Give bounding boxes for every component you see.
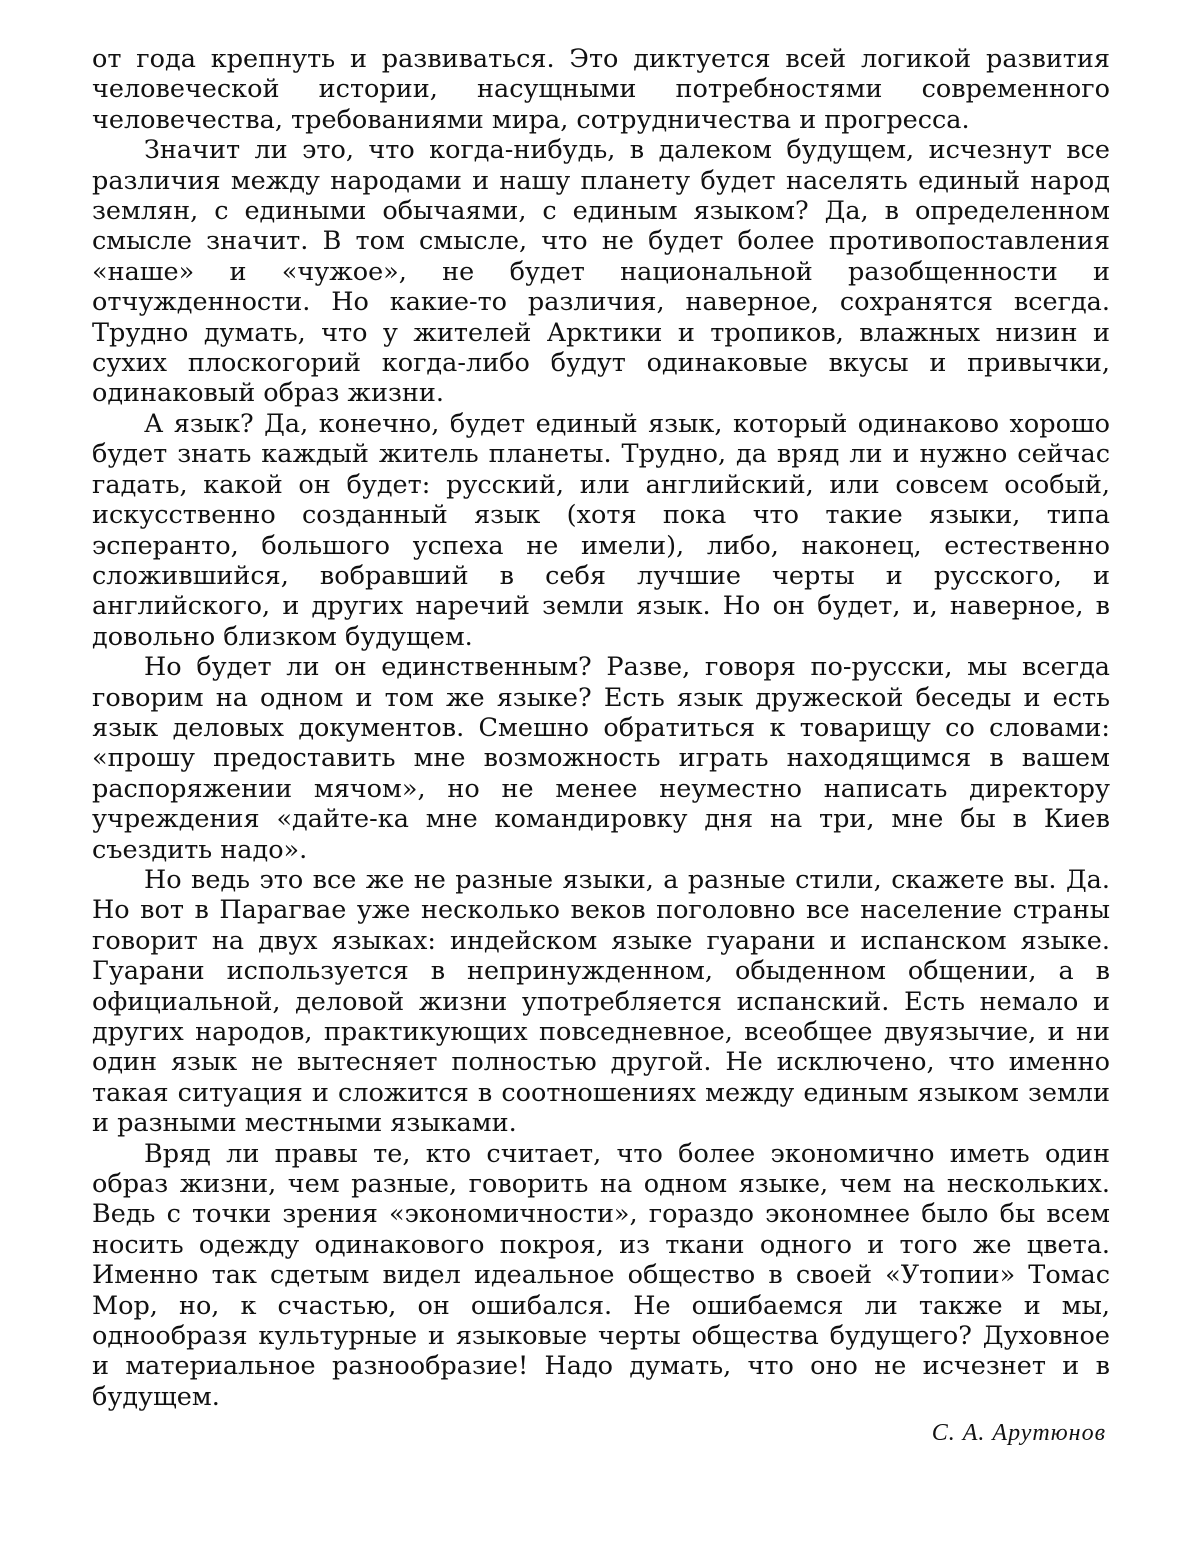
paragraph-diversity: Вряд ли правы те, кто считает, что более экономично иметь один образ жизни, чем разные, говорить на одном языке, чем на нескольких. Ведь с точки зрения «экономичности», гораздо экономнее было бы всем носить одежду одинакового покроя, из ткани одного и того же цвета. Именно так сдетым видел идеальное общество в своей «Утопии» Томас Мор, но, к счастью, он ошибался. Не ошибаемся ли также и мы, однообразя культурные и языковые черты общества будущего? Духовное и материальное разнообразие! Надо думать, что оно не исчезнет и в будущем. [92,1138,1110,1412]
article-body [92,44,1110,1412]
paragraph-continuation: от года крепнуть и развиваться. Это диктуется всей логикой развития человеческой истории, насущными потребностями современного человечества, требованиями мира, сотрудничества и прогресса. [92,44,1110,135]
paragraph-language-styles: Но будет ли он единственным? Разве, говоря по-русски, мы всегда говорим на одном и том же языке? Есть язык дружеской беседы и есть язык деловых документов. Смешно обратиться к товарищу со словами: «прошу предоставить мне возможность играть находящимся в вашем распоряжении мячом», но не менее неуместно написать директору учреждения «дайте-ка мне командировку дня на три, мне бы в Киев съездить надо». [92,652,1110,865]
paragraph-unity-of-peoples: Значит ли это, что когда-нибудь, в далеком будущем, исчезнут все различия между народами и нашу планету будет населять единый народ землян, с едиными обычаями, с единым языком? Да, в определенном смысле значит. В том смысле, что не будет более противопоставления «наше» и «чужое», не будет национальной разобщенности и отчужденности. Но какие-то различия, наверное, сохранятся всегда. Трудно думать, что у жителей Арктики и тропиков, влажных низин и сухих плоскогорий когда-либо будут одинаковые вкусы и привычки, одинаковый образ жизни. [92,135,1110,409]
paragraph-common-language: А язык? Да, конечно, будет единый язык, который одинаково хорошо будет знать каждый житель планеты. Трудно, да вряд ли и нужно сейчас гадать, какой он будет: русский, или английский, или совсем особый, искусственно созданный язык (хотя пока что такие языки, типа эсперанто, большого успеха не имели), либо, наконец, естественно сложившийся, вобравший в себя лучшие черты и русского, и английского, и других наречий земли язык. Но он будет, и, наверное, в довольно близком будущем. [92,408,1110,652]
author-signature: С. А. Арутюнов [931,1420,1106,1446]
paragraph-bilingualism: Но ведь это все же не разные языки, а разные стили, скажете вы. Да. Но вот в Парагвае уже несколько веков поголовно все население страны говорит на двух языках: индейском языке гуарани и испанском языке. Гуарани используется в непринужденном, обыденном общении, а в официальной, деловой жизни употребляется испанский. Есть немало и других народов, практикующих повседневное, всеобщее двуязычие, и ни один язык не вытесняет полностью другой. Не исключено, что именно такая ситуация и сложится в соотношениях между единым языком земли и разными местными языками. [92,864,1110,1139]
